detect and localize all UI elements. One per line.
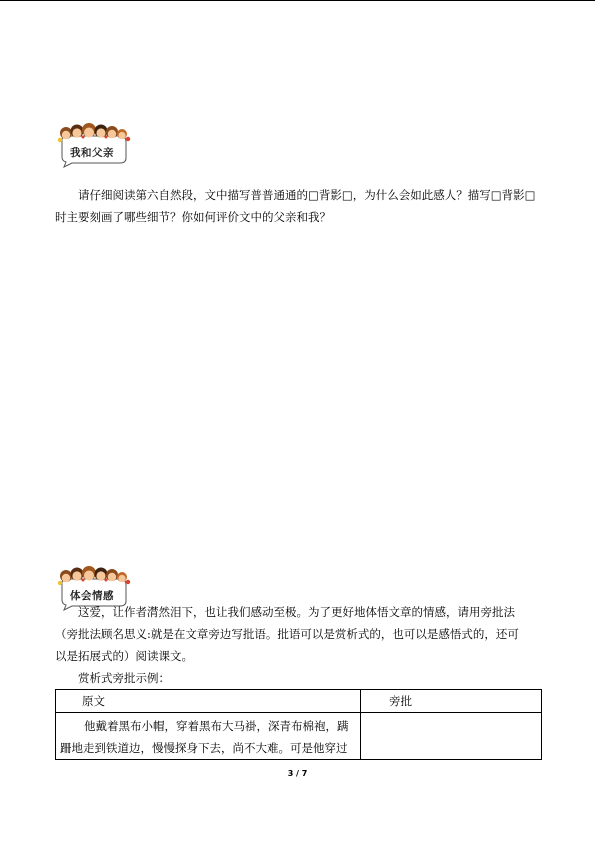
annotation-cell[interactable] (360, 713, 541, 760)
intro-line-1: 这爱，让作者潸然泪下，也让我们感动至极。为了更好地体悟文章的情感，请用旁批法 (78, 605, 515, 619)
original-text-line-2: 跚地走到铁道边，慢慢探身下去，尚不大难。可是他穿过 (60, 741, 348, 755)
table-header-row (56, 690, 542, 713)
example-label: 赏析式旁批示例： (78, 671, 170, 685)
section-title: 体会情感 (70, 590, 114, 602)
intro-line-2: （旁批法顾名思义:就是在文章旁边写批语。批语可以是赏析式的，也可以是感悟式的，还可 (55, 627, 519, 641)
page-top-rule (0, 0, 595, 1)
header-original-text: 原文 (56, 690, 361, 713)
table-row (56, 713, 542, 760)
section-badge-father (56, 122, 146, 168)
annotation-table (55, 689, 542, 760)
page-number: 3 / 7 (287, 769, 308, 778)
question-line-1: 请仔细阅读第六自然段，文中描写普普通通的□背影□，为什么会如此感人？描写□背影□ (78, 188, 536, 202)
original-text-cell (56, 713, 361, 760)
intro-line-3: 以是拓展式的）阅读课文。 (55, 649, 193, 663)
section-title: 我和父亲 (70, 147, 114, 159)
header-annotation: 旁批 (360, 690, 541, 713)
question-line-2: 时主要刻画了哪些细节？你如何评价文中的父亲和我？ (55, 210, 331, 224)
original-text-line-1: 他戴着黑布小帽，穿着黑布大马褂，深青布棉袍，蹒 (84, 719, 349, 733)
